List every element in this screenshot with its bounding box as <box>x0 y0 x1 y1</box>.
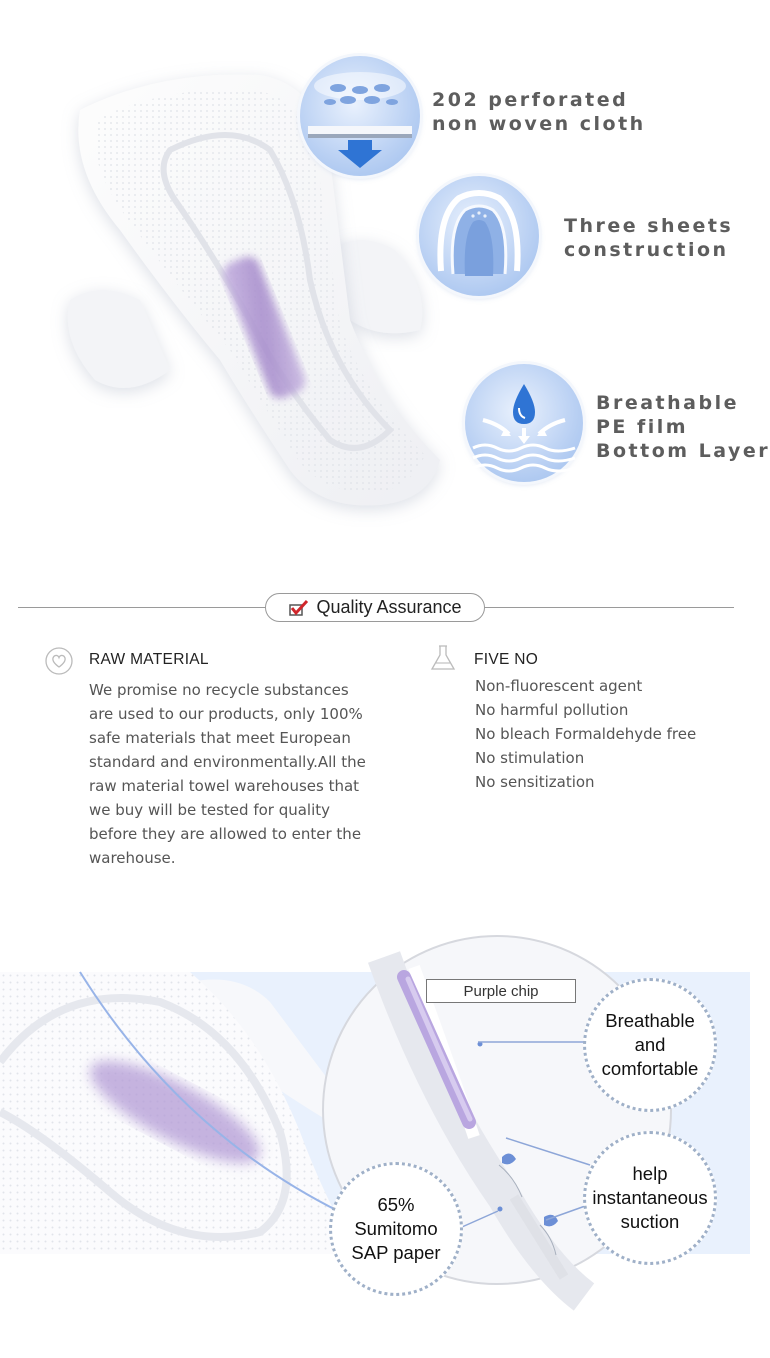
raw-material-body <box>89 678 366 870</box>
feature-line: 202 perforated <box>432 89 629 111</box>
callout-line: suction <box>620 1211 680 1232</box>
five-no-item: No harmful pollution <box>475 701 629 719</box>
raw-material-line: warehouse. <box>89 849 176 867</box>
raw-material-line: raw material towel warehouses that <box>89 777 360 795</box>
callout-line: comfortable <box>601 1058 699 1079</box>
five-no-item: No sensitization <box>475 773 595 791</box>
five-no-item: No stimulation <box>475 749 585 767</box>
five-no-item: Non-fluorescent agent <box>475 677 643 695</box>
callout-line: help <box>632 1163 668 1184</box>
raw-material-line: before they are allowed to enter the <box>89 825 362 843</box>
five-no-item: No bleach Formaldehyde free <box>475 725 697 743</box>
feature-line: Three sheets <box>564 215 734 237</box>
feature-line: Breathable <box>596 392 739 414</box>
callout-line: SAP paper <box>351 1242 441 1263</box>
five-no-list <box>475 674 696 794</box>
quality-divider-right <box>484 607 734 608</box>
heart-icon <box>44 646 74 681</box>
flask-icon <box>428 643 458 678</box>
raw-material-line: we buy will be tested for quality <box>89 801 331 819</box>
raw-material-line: safe materials that meet European <box>89 729 351 747</box>
callout-line: and <box>634 1034 666 1055</box>
callout-line: 65% <box>377 1194 415 1215</box>
raw-material-line: are used to our products, only 100% <box>89 705 363 723</box>
five-no-title: FIVE NO <box>474 651 539 668</box>
breathable-callout <box>583 978 717 1112</box>
feature-line: non woven cloth <box>432 113 646 135</box>
three-sheets-icon <box>419 176 539 296</box>
raw-material-title: RAW MATERIAL <box>89 651 209 668</box>
callout-line: instantaneous <box>592 1187 708 1208</box>
checkbox-check-icon <box>288 599 310 617</box>
quality-title: Quality Assurance <box>316 597 462 617</box>
water-drop-icon <box>465 364 583 482</box>
callout-line: Breathable <box>605 1010 695 1031</box>
purple-chip-label: Purple chip <box>426 979 576 1003</box>
raw-material-line: standard and environmentally.All the <box>89 753 366 771</box>
feature-line: construction <box>564 239 729 261</box>
suction-callout <box>583 1131 717 1265</box>
perforated-cloth-icon <box>300 56 420 176</box>
callout-line: Sumitomo <box>354 1218 438 1239</box>
feature-line: Bottom Layer <box>596 440 770 462</box>
feature-line: PE film <box>596 416 689 438</box>
sap-callout <box>329 1162 463 1296</box>
quality-assurance-badge <box>265 593 485 622</box>
raw-material-line: We promise no recycle substances <box>89 681 349 699</box>
quality-divider-left <box>18 607 266 608</box>
